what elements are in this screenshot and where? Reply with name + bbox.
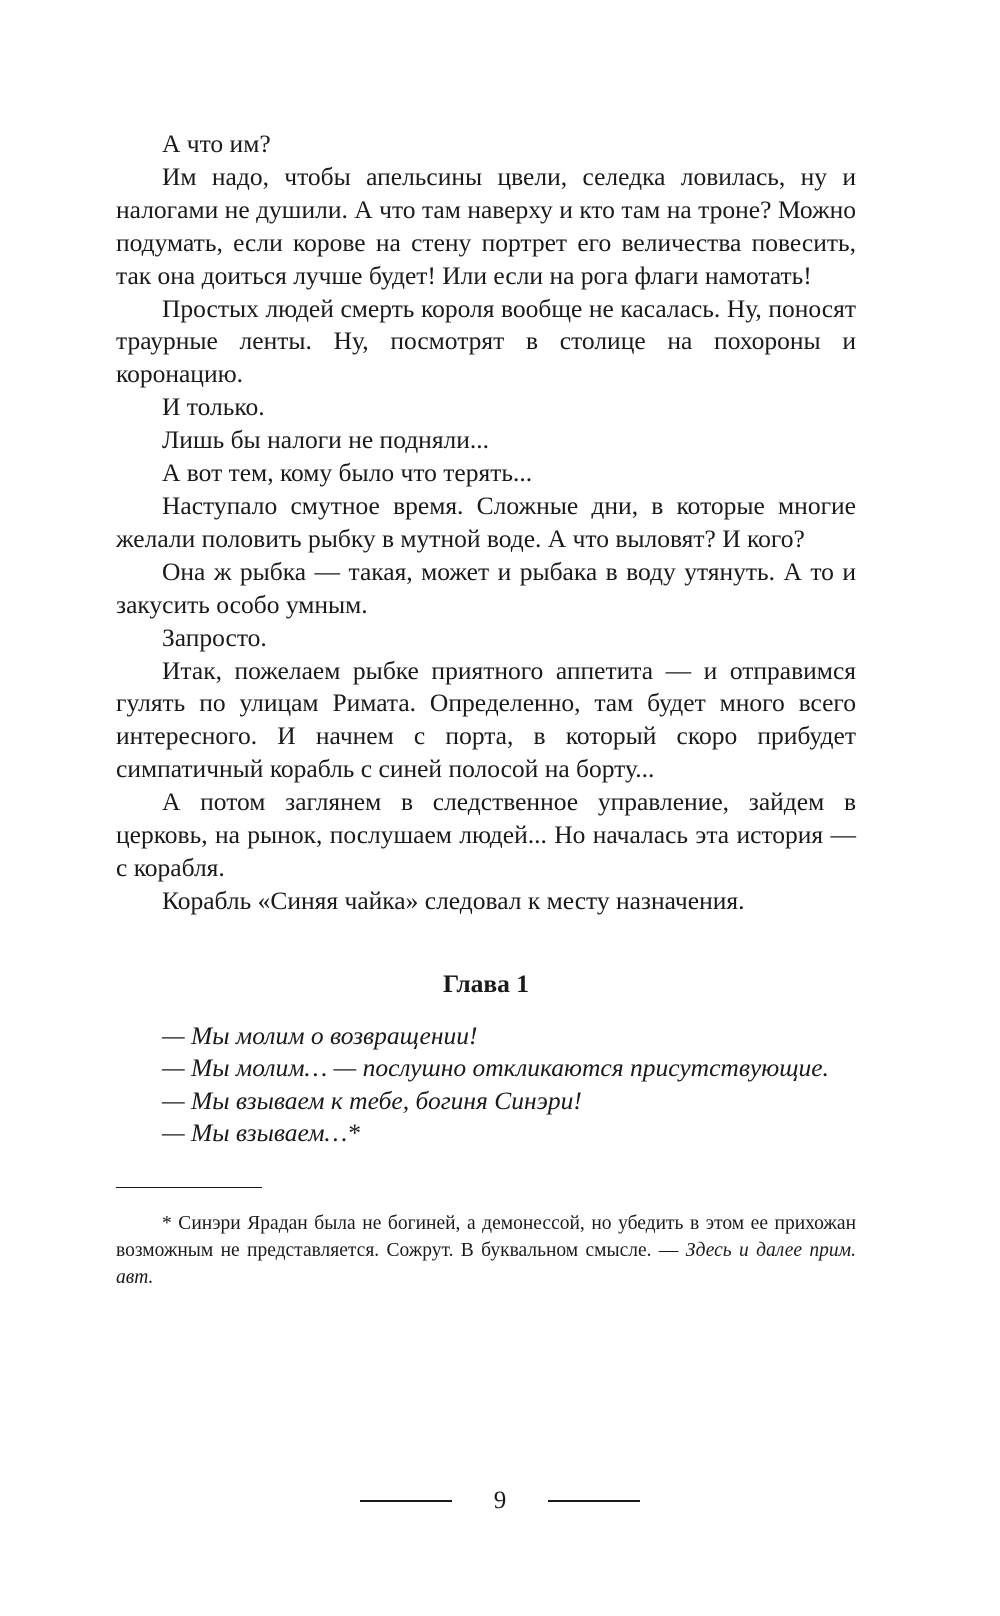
paragraph: Итак, пожелаем рыбке приятного аппетита — и отправимся гулять по улицам Римата. Определенно, там будет много всего интересного. И начнем с порта, в который скоро прибудет симпатичный корабль с синей полосой на борту...: [116, 655, 856, 784]
footer-rule-left: [360, 1500, 452, 1502]
footnote-divider: [116, 1187, 262, 1188]
paragraph: А вот тем, кому было что терять...: [162, 458, 533, 488]
paragraph: Она ж рыбка — такая, может и рыбака в воду утянуть. А то и закусить особо умным.: [116, 556, 856, 619]
page-footer: [0, 1484, 1000, 1518]
footnote: [116, 1210, 856, 1291]
dialogue-line: — Мы молим о возвращении!: [162, 1020, 478, 1050]
paragraph: Наступало смутное время. Сложные дни, в которые многие желали половить рыбку в мутной воде. А что выловят? И кого?: [116, 490, 856, 553]
body-text: [116, 128, 856, 918]
paragraph: Им надо, чтобы апельсины цвели, селедка ловилась, ну и налогами не душили. А что там наверху и кто там на троне? Можно подумать, если корове на стену портрет его величества повесить, так она доиться лучше будет! Или если на рога флаги намотать!: [116, 161, 856, 290]
paragraph: А потом заглянем в следственное управление, зайдем в церковь, на рынок, послушаем людей... Но началась эта история — с корабля.: [116, 787, 856, 882]
chapter-heading: Глава 1: [442, 968, 530, 998]
paragraph: А что им?: [162, 129, 271, 158]
paragraph: И только.: [162, 392, 265, 422]
paragraph: Лишь бы налоги не подняли...: [162, 425, 490, 455]
page-number: 9: [493, 1487, 507, 1514]
paragraph: Простых людей смерть короля вообще не касалась. Ну, поносят траурные ленты. Ну, посмотрят в столице на похороны и коронацию.: [116, 293, 856, 389]
dialogue-line: — Мы молим… — послушно откликаются присутствующие.: [162, 1053, 829, 1083]
paragraph: Корабль «Синяя чайка» следовал к месту назначения.: [162, 885, 745, 915]
footnote-text: * Синэри Ярадан была не богиней, а демонессой, но убедить в этом ее прихожан возможным не представляется. Сожрут. В буквальном смысле. —: [116, 1213, 856, 1262]
dialogue-line: — Мы взываем…*: [162, 1117, 360, 1147]
chapter-dialogue: [116, 1020, 856, 1150]
book-page: [116, 128, 856, 1291]
footer-rule-right: [548, 1500, 640, 1502]
footnote-author-note: Здесь и далее прим. авт.: [116, 1240, 856, 1289]
dialogue-line: — Мы взываем к тебе, богиня Синэри!: [162, 1085, 582, 1115]
paragraph: Запросто.: [162, 622, 267, 652]
